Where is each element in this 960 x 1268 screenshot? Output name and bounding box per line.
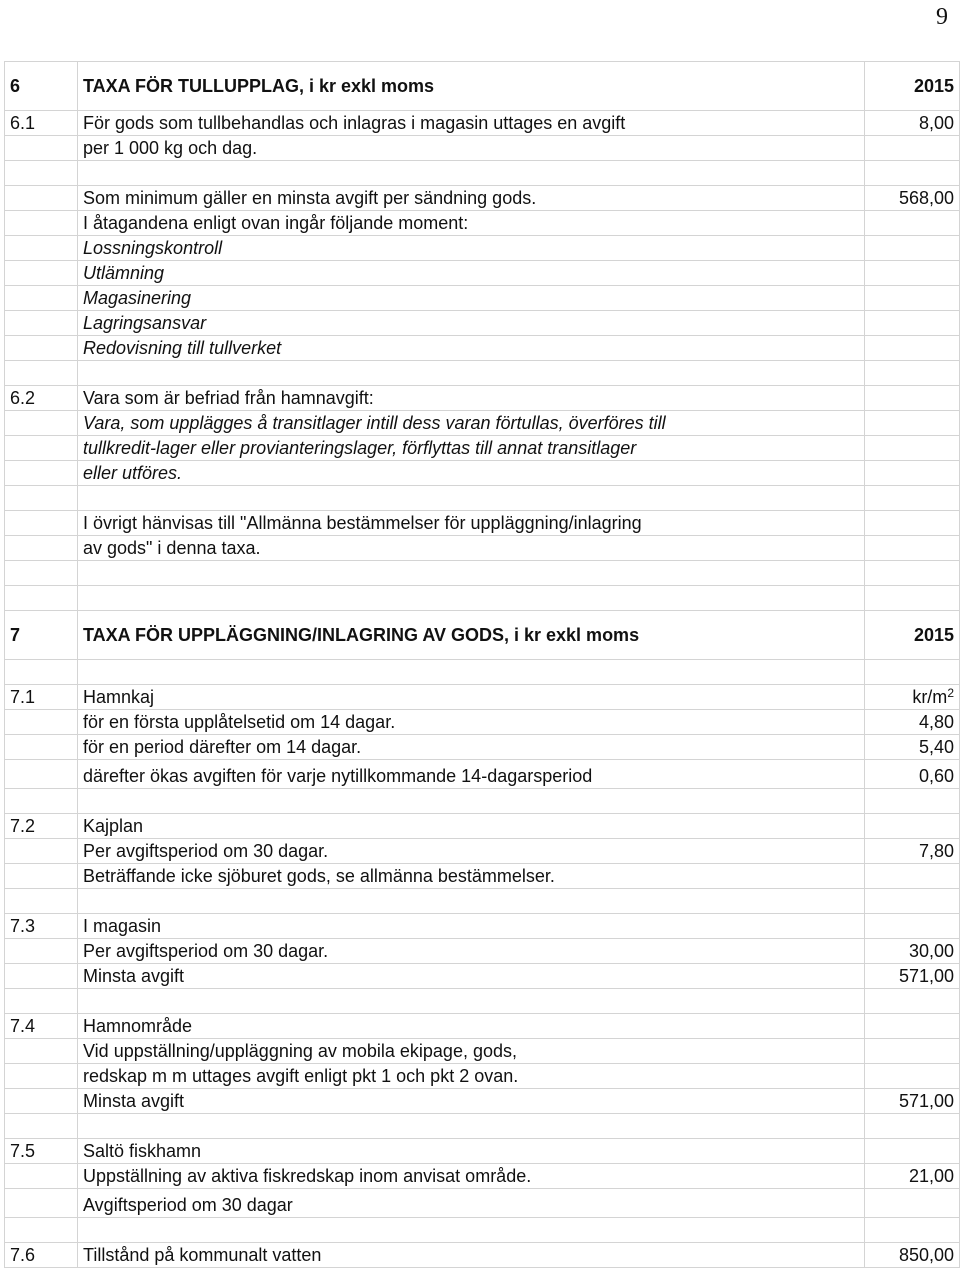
description-cell (78, 261, 865, 286)
item-number-cell (5, 939, 78, 964)
description-cell (78, 461, 865, 486)
item-number-cell (5, 989, 78, 1014)
item-number-cell (5, 511, 78, 536)
item-number-text: 7.1 (10, 687, 36, 707)
amount-cell (865, 914, 960, 939)
item-number-cell (5, 814, 78, 839)
table-row (5, 685, 960, 710)
item-number-cell (5, 1189, 78, 1218)
empty-row (5, 561, 960, 586)
description-text: därefter ökas avgiften för varje nytillkommande 14-dagarsperiod (83, 766, 593, 786)
amount-cell (865, 111, 960, 136)
empty-row (5, 586, 960, 611)
table-row (5, 760, 960, 789)
description-text: Uppställning av aktiva fiskredskap inom anvisat område. (83, 1166, 532, 1186)
item-number-cell (5, 286, 78, 311)
item-number-text: 7.5 (10, 1141, 36, 1161)
description-text: eller utföres. (83, 463, 183, 483)
table-row (5, 839, 960, 864)
table-row (5, 386, 960, 411)
amount-text: 0,60 (918, 766, 954, 786)
description-cell (78, 561, 865, 586)
empty-row (5, 889, 960, 914)
table-row (5, 336, 960, 361)
item-number-cell (5, 436, 78, 461)
description-cell (78, 311, 865, 336)
amount-cell (865, 864, 960, 889)
description-text: tullkredit-lager eller provianteringslager, förflyttas till annat transitlager (83, 438, 637, 458)
amount-cell (865, 511, 960, 536)
item-number-cell (5, 735, 78, 760)
amount-cell (865, 660, 960, 685)
description-cell (78, 1218, 865, 1243)
description-text: Redovisning till tullverket (83, 338, 282, 358)
description-cell (78, 411, 865, 436)
amount-cell (865, 989, 960, 1014)
item-number-text: 6 (10, 76, 21, 96)
item-number-cell (5, 864, 78, 889)
description-text: redskap m m uttages avgift enligt pkt 1 och pkt 2 ovan. (83, 1066, 519, 1086)
amount-cell (865, 1089, 960, 1114)
amount-text: 8,00 (918, 113, 954, 133)
item-number-cell (5, 386, 78, 411)
page-number: 9 (936, 4, 948, 30)
description-cell (78, 1139, 865, 1164)
item-number-text: 6.2 (10, 388, 36, 408)
description-text: Tillstånd på kommunalt vatten (83, 1245, 322, 1265)
table-row (5, 211, 960, 236)
item-number-cell (5, 789, 78, 814)
table-row (5, 261, 960, 286)
amount-cell (865, 211, 960, 236)
amount-cell (865, 411, 960, 436)
description-cell (78, 1014, 865, 1039)
description-text: Vara, som upplägges å transitlager intill dess varan förtullas, överföres till (83, 413, 666, 433)
description-text: för en period därefter om 14 dagar. (83, 737, 362, 757)
description-cell (78, 735, 865, 760)
amount-text: 5,40 (918, 737, 954, 757)
table-row (5, 511, 960, 536)
item-number-cell (5, 914, 78, 939)
table-row (5, 411, 960, 436)
amount-cell (865, 710, 960, 735)
table-row (5, 136, 960, 161)
item-number-text: 7 (10, 625, 21, 645)
amount-cell (865, 561, 960, 586)
table-row (5, 1039, 960, 1064)
item-number-cell (5, 211, 78, 236)
item-number-cell (5, 361, 78, 386)
description-cell (78, 136, 865, 161)
description-text: Beträffande icke sjöburet gods, se allmänna bestämmelser. (83, 866, 555, 886)
amount-cell (865, 236, 960, 261)
amount-cell (865, 939, 960, 964)
description-cell (78, 760, 865, 789)
description-text: Lossningskontroll (83, 238, 223, 258)
item-number-cell (5, 1114, 78, 1139)
table-row (5, 186, 960, 211)
description-cell (78, 939, 865, 964)
item-number-text: 7.4 (10, 1016, 36, 1036)
amount-cell (865, 1064, 960, 1089)
item-number-cell (5, 964, 78, 989)
empty-row (5, 1114, 960, 1139)
description-text: Saltö fiskhamn (83, 1141, 202, 1161)
amount-text: 2015 (913, 625, 954, 645)
item-number-text: 7.2 (10, 816, 36, 836)
description-text: av gods" i denna taxa. (83, 538, 261, 558)
item-number-cell (5, 760, 78, 789)
item-number-cell (5, 611, 78, 660)
description-cell (78, 1164, 865, 1189)
description-cell (78, 864, 865, 889)
table-row (5, 236, 960, 261)
description-text: Som minimum gäller en minsta avgift per sändning gods. (83, 188, 537, 208)
item-number-cell (5, 186, 78, 211)
amount-cell (865, 814, 960, 839)
item-number-cell (5, 536, 78, 561)
description-cell (78, 336, 865, 361)
empty-row (5, 161, 960, 186)
description-text: för en första upplåtelsetid om 14 dagar. (83, 712, 396, 732)
amount-cell (865, 789, 960, 814)
description-cell (78, 685, 865, 710)
amount-cell (865, 461, 960, 486)
table-row (5, 1139, 960, 1164)
description-cell (78, 386, 865, 411)
amount-cell (865, 261, 960, 286)
amount-cell (865, 286, 960, 311)
amount-cell (865, 186, 960, 211)
amount-text: 21,00 (908, 1166, 954, 1186)
description-cell (78, 161, 865, 186)
description-cell (78, 814, 865, 839)
item-number-cell (5, 561, 78, 586)
amount-cell (865, 889, 960, 914)
description-text: Hamnkaj (83, 687, 155, 707)
description-text: Vara som är befriad från hamnavgift: (83, 388, 374, 408)
amount-cell (865, 486, 960, 511)
description-text: Per avgiftsperiod om 30 dagar. (83, 841, 329, 861)
description-text: per 1 000 kg och dag. (83, 138, 258, 158)
item-number-cell (5, 62, 78, 111)
empty-row (5, 1218, 960, 1243)
table-row (5, 939, 960, 964)
item-number-text: 7.6 (10, 1245, 36, 1265)
item-number-cell (5, 1139, 78, 1164)
description-cell (78, 1039, 865, 1064)
description-cell (78, 586, 865, 611)
amount-cell (865, 1114, 960, 1139)
description-text: Hamnområde (83, 1016, 193, 1036)
table-row (5, 814, 960, 839)
table-row (5, 1189, 960, 1218)
empty-row (5, 361, 960, 386)
amount-cell (865, 536, 960, 561)
table-row (5, 461, 960, 486)
description-text: Minsta avgift (83, 966, 185, 986)
description-cell (78, 789, 865, 814)
amount-cell (865, 735, 960, 760)
description-cell (78, 710, 865, 735)
amount-cell (865, 62, 960, 111)
description-text: Utlämning (83, 263, 165, 283)
table-row (5, 111, 960, 136)
amount-cell (865, 1039, 960, 1064)
amount-cell (865, 1189, 960, 1218)
item-number-cell (5, 111, 78, 136)
description-cell (78, 486, 865, 511)
table-row (5, 286, 960, 311)
description-cell (78, 186, 865, 211)
item-number-cell (5, 1039, 78, 1064)
table-row (5, 536, 960, 561)
description-text: Minsta avgift (83, 1091, 185, 1111)
empty-row (5, 789, 960, 814)
item-number-cell (5, 839, 78, 864)
amount-cell (865, 361, 960, 386)
empty-row (5, 660, 960, 685)
amount-text: 571,00 (898, 1091, 954, 1111)
table-row (5, 735, 960, 760)
description-cell (78, 989, 865, 1014)
description-text: TAXA FÖR TULLUPPLAG, i kr exkl moms (83, 76, 435, 96)
amount-text: kr/m (912, 687, 948, 707)
description-text: Magasinering (83, 288, 192, 308)
description-cell (78, 1189, 865, 1218)
item-number-text: 6.1 (10, 113, 36, 133)
tariff-table-body (5, 62, 960, 1268)
description-text: I magasin (83, 916, 162, 936)
item-number-cell (5, 486, 78, 511)
description-cell (78, 211, 865, 236)
description-cell (78, 889, 865, 914)
amount-cell (865, 839, 960, 864)
amount-text: 4,80 (918, 712, 954, 732)
item-number-cell (5, 1164, 78, 1189)
description-text: Avgiftsperiod om 30 dagar (83, 1195, 293, 1215)
table-row (5, 1164, 960, 1189)
description-text: I övrigt hänvisas till "Allmänna bestämmelser för uppläggning/inlagring (83, 513, 642, 533)
amount-text: 2015 (913, 76, 954, 96)
amount-text: 571,00 (898, 966, 954, 986)
description-cell (78, 536, 865, 561)
item-number-cell (5, 710, 78, 735)
description-cell (78, 964, 865, 989)
section-heading-row (5, 611, 960, 660)
description-cell (78, 111, 865, 136)
section-heading-row (5, 62, 960, 111)
description-cell (78, 611, 865, 660)
description-cell (78, 62, 865, 111)
description-cell (78, 236, 865, 261)
item-number-cell (5, 1064, 78, 1089)
item-number-cell (5, 311, 78, 336)
item-number-cell (5, 136, 78, 161)
item-number-cell (5, 1014, 78, 1039)
description-cell (78, 1089, 865, 1114)
table-row (5, 1064, 960, 1089)
description-cell (78, 286, 865, 311)
amount-text: 850,00 (898, 1245, 954, 1265)
description-cell (78, 436, 865, 461)
empty-row (5, 486, 960, 511)
item-number-cell (5, 1218, 78, 1243)
description-cell (78, 1114, 865, 1139)
item-number-cell (5, 889, 78, 914)
amount-cell (865, 311, 960, 336)
item-number-cell (5, 411, 78, 436)
amount-cell (865, 136, 960, 161)
item-number-cell (5, 261, 78, 286)
item-number-cell (5, 236, 78, 261)
description-text: Lagringsansvar (83, 313, 207, 333)
description-cell (78, 839, 865, 864)
amount-cell (865, 611, 960, 660)
description-text: I åtagandena enligt ovan ingår följande moment: (83, 213, 469, 233)
item-number-cell (5, 586, 78, 611)
description-text: Vid uppställning/uppläggning av mobila ekipage, gods, (83, 1041, 517, 1061)
amount-text: 7,80 (918, 841, 954, 861)
description-text: För gods som tullbehandlas och inlagras i magasin uttages en avgift (83, 113, 626, 133)
table-row (5, 864, 960, 889)
table-row (5, 710, 960, 735)
item-number-cell (5, 685, 78, 710)
item-number-cell (5, 660, 78, 685)
amount-cell (865, 685, 960, 710)
table-row (5, 311, 960, 336)
description-cell (78, 660, 865, 685)
amount-cell (865, 1139, 960, 1164)
amount-cell (865, 1164, 960, 1189)
empty-row (5, 989, 960, 1014)
item-number-cell (5, 461, 78, 486)
amount-cell (865, 586, 960, 611)
unit-superscript: 2 (947, 686, 954, 700)
amount-cell (865, 161, 960, 186)
tariff-table (4, 61, 960, 1268)
item-number-text: 7.3 (10, 916, 36, 936)
amount-cell (865, 760, 960, 789)
description-cell (78, 1064, 865, 1089)
amount-cell (865, 1014, 960, 1039)
table-row (5, 436, 960, 461)
item-number-cell (5, 161, 78, 186)
table-row (5, 964, 960, 989)
description-cell (78, 914, 865, 939)
table-row (5, 1089, 960, 1114)
amount-text: 568,00 (898, 188, 954, 208)
table-row (5, 914, 960, 939)
amount-cell (865, 336, 960, 361)
description-cell (78, 361, 865, 386)
description-text: Per avgiftsperiod om 30 dagar. (83, 941, 329, 961)
item-number-cell (5, 336, 78, 361)
amount-text: 30,00 (908, 941, 954, 961)
description-cell (78, 511, 865, 536)
amount-cell (865, 386, 960, 411)
amount-cell (865, 1218, 960, 1243)
item-number-cell (5, 1089, 78, 1114)
amount-cell (865, 964, 960, 989)
table-row (5, 1014, 960, 1039)
amount-cell (865, 436, 960, 461)
description-text: Kajplan (83, 816, 144, 836)
description-text: TAXA FÖR UPPLÄGGNING/INLAGRING AV GODS, i kr exkl moms (83, 625, 640, 645)
